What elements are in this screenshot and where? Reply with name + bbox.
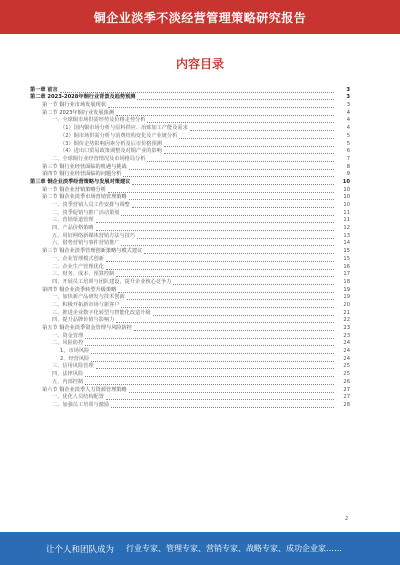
toc-entry-page: 4 [346, 117, 350, 124]
toc-entry-page: 19 [343, 286, 350, 293]
toc-entry-page: 10 [343, 202, 350, 208]
toc-entry[interactable] [30, 194, 350, 202]
toc-entry-text: 四、开展员工培训与团队建设，提升企业核心竞争力 [52, 278, 172, 285]
toc-entry-page: 24 [343, 355, 350, 362]
toc-entry-page: 7 [346, 155, 350, 162]
toc-entry[interactable] [30, 332, 350, 340]
toc-entry-text: 第四节 铜企业淡季转型升级策略 [42, 286, 117, 293]
toc-entry-page: 26 [343, 378, 350, 385]
toc-leader-dots [85, 345, 334, 346]
toc-entry[interactable] [30, 240, 350, 248]
toc-entry-text: 二、加强员工培训与激励 [52, 401, 110, 408]
toc-entry-page: 10 [343, 194, 350, 201]
toc-leader-dots [144, 253, 334, 254]
toc-entry-text: （4）进出口贸易政策调整及对铜产业的影响 [60, 148, 162, 155]
toc-leader-dots [179, 138, 334, 139]
toc-entry-page: 19 [343, 294, 350, 301]
toc-leader-dots [129, 169, 334, 170]
toc-entry[interactable] [30, 363, 350, 371]
toc-entry-text: 第三节 铜行业经营面临的机遇与挑战 [42, 163, 127, 170]
toc-leader-dots [85, 338, 334, 339]
toc-entry-text: 二、全球铜行业经营情况及市场格局分析 [52, 155, 146, 162]
toc-heading: 内容目录 [175, 57, 224, 71]
report-title: 铜企业淡季不淡经营管理策略研究报告 [93, 10, 307, 25]
toc-entry-page: 6 [346, 148, 350, 155]
toc-entry[interactable] [30, 386, 350, 394]
toc-entry-page: 20 [343, 301, 350, 308]
toc-leader-dots [153, 315, 334, 316]
toc-leader-dots [96, 230, 334, 231]
toc-entry-page: 12 [343, 225, 350, 232]
toc-entry-text: 一、企业管理模式创新 [52, 255, 104, 262]
toc-leader-dots [111, 407, 334, 408]
toc-entry-text: 四、产品价格策略 [52, 225, 94, 232]
toc-leader-dots [108, 192, 334, 193]
toc-entry[interactable] [30, 301, 350, 309]
toc-entry-text: 第二节 铜企业淡季市场营销管理策略 [42, 194, 127, 201]
toc-entry[interactable] [30, 101, 350, 109]
toc-entry[interactable] [30, 278, 350, 286]
toc-entry-text: 五、用好网络新媒体营销方法与技巧 [52, 232, 136, 239]
toc-entry[interactable] [30, 224, 350, 232]
toc-entry-text: 三、推进企业数字化转型与智能化改造升级 [52, 309, 151, 316]
toc-entry[interactable] [30, 178, 350, 186]
toc-leader-dots [190, 130, 334, 131]
toc-entry-text: 五、内部控制 [52, 378, 84, 385]
toc-entry-text: 六、借势营销与事件营销推广 [52, 240, 120, 247]
toc-entry-page: 24 [343, 348, 350, 355]
toc-entry[interactable] [30, 247, 350, 255]
toc-entry-page: 18 [343, 278, 350, 285]
toc-entry[interactable] [30, 317, 350, 325]
toc-entry-page: 3 [346, 86, 350, 93]
toc-entry[interactable] [30, 94, 350, 102]
toc-entry-page: 10 [343, 186, 350, 193]
toc-leader-dots [173, 284, 334, 285]
footer-slogan-right: 行业专家、管理专家、营销专家、战略专家、成功企业家…… [126, 544, 342, 553]
toc-entry-text: 二、淡季促销与推广活动策划 [52, 209, 120, 216]
toc-entry-page: 27 [343, 386, 350, 393]
toc-entry[interactable] [30, 186, 350, 194]
toc-entry-page: 14 [343, 240, 350, 247]
toc-entry-text: 三、财务、成本、预算控制 [52, 271, 115, 278]
toc-entry-text: 第四节 铜行业经营面临的问题分析 [42, 171, 122, 178]
toc-entry[interactable] [30, 117, 350, 125]
toc-entry[interactable] [30, 347, 350, 355]
toc-leader-dots [123, 176, 334, 177]
toc-leader-dots [106, 261, 334, 262]
toc-leader-dots [91, 361, 334, 362]
toc-entry-text: 三、营销渠道管理 [52, 217, 94, 224]
toc-entry[interactable] [30, 401, 350, 409]
toc-entry-text: （1）国内铜市场分析与原料供应、冶炼加工产能及需求 [60, 125, 188, 132]
toc-entry-text: 二、积极开拓新市场与新客户 [52, 301, 120, 308]
toc-leader-dots [137, 238, 334, 239]
toc-leader-dots [134, 330, 334, 331]
toc-leader-dots [85, 376, 334, 377]
toc-entry-text: 一、淡季营销人员工作安排与调整 [52, 202, 130, 208]
toc-leader-dots [164, 146, 334, 147]
toc-leader-dots [164, 153, 334, 154]
toc-entry[interactable] [30, 201, 350, 209]
toc-leader-dots [147, 161, 334, 162]
toc-entry-page: 23 [343, 325, 350, 331]
toc-entry-page: 3 [346, 94, 350, 101]
toc-leader-dots [132, 207, 334, 208]
toc-entry-page: 4 [346, 109, 350, 116]
toc-leader-dots [137, 99, 334, 100]
toc-entry[interactable] [30, 217, 350, 225]
toc-leader-dots [129, 199, 334, 200]
toc-entry-page: 5 [346, 132, 350, 139]
toc-leader-dots [121, 245, 334, 246]
footer-bar [0, 532, 400, 565]
toc-entry-page: 15 [343, 248, 350, 255]
toc-entry-text: 第一章 前言 [30, 86, 58, 93]
toc-entry[interactable] [30, 209, 350, 217]
toc-entry-page: 10 [342, 178, 350, 185]
toc-entry-page: 27 [343, 394, 350, 401]
toc-leader-dots [96, 368, 334, 369]
footer-slogan-left: 让个人和团队成为 [46, 544, 115, 555]
toc-entry-page: 15 [343, 255, 350, 262]
toc-entry-text: 第一节 铜行业市场发展现状 [42, 102, 106, 109]
toc-entry[interactable] [30, 255, 350, 263]
toc-entry-text: 一、资金管理 [52, 332, 84, 339]
toc-entry-page: 23 [343, 332, 350, 339]
toc-entry-text: 第五节 铜企业淡季资金管理与风险防控 [42, 325, 132, 331]
toc-entry-page: 21 [343, 309, 350, 316]
toc-entry-page: 3 [346, 102, 350, 109]
toc-entry-text: 一、加快新产品研发与技术创新 [52, 294, 125, 301]
toc-entry-page: 11 [343, 217, 350, 224]
toc-entry-text: 第六节 铜企业淡季人力资源管理策略 [42, 386, 127, 393]
toc-entry-page: 17 [343, 271, 350, 278]
toc-leader-dots [116, 276, 334, 277]
toc-entry-text: 二、风险防控 [52, 340, 84, 347]
toc-entry-text: 第二节 2023年铜行业发展预测 [42, 109, 114, 116]
toc-leader-dots [116, 115, 334, 116]
toc-leader-dots [60, 92, 334, 93]
toc-entry-page: 25 [343, 371, 350, 378]
toc-entry[interactable] [30, 286, 350, 294]
toc-entry-text: 二、企业生产管理优化 [52, 263, 104, 270]
toc-entry-page: 11 [343, 209, 350, 216]
toc-entry[interactable] [30, 155, 350, 163]
toc-entry[interactable] [30, 378, 350, 386]
toc-entry-page: 16 [343, 263, 350, 270]
toc-entry[interactable] [30, 109, 350, 117]
toc-entry[interactable] [30, 309, 350, 317]
toc-leader-dots [116, 322, 334, 323]
toc-entry-text: 第三节 铜企业淡季管理创新策略与模式建议 [42, 248, 143, 255]
toc-entry-text: 四、提升品牌价值与影响力 [52, 317, 115, 324]
toc-entry-page: 22 [343, 317, 350, 324]
toc-entry[interactable] [30, 232, 350, 240]
toc-leader-dots [96, 222, 334, 223]
toc-entry[interactable] [30, 263, 350, 271]
toc-entry-text: 1、市场风险 [60, 348, 90, 355]
toc-entry-text: 一、全球铜市场供需形势及价格走势分析 [52, 117, 146, 124]
toc-entry-page: 9 [346, 171, 350, 178]
toc-entry-text: 第二章 2023-2028年铜行业背景及趋势预测 [30, 94, 136, 101]
toc-entry-text: 三、信用风险管理 [52, 363, 94, 370]
toc-entry[interactable] [30, 340, 350, 348]
toc-entry-page: 8 [346, 163, 350, 170]
toc-entry-text: 四、法律风险 [52, 371, 84, 378]
toc-entry[interactable] [30, 148, 350, 156]
toc-entry-page: 24 [343, 340, 350, 347]
toc-leader-dots [132, 184, 334, 185]
toc-leader-dots [127, 299, 334, 300]
toc-entry[interactable] [30, 132, 350, 140]
toc-entry-page: 5 [346, 140, 350, 147]
toc-leader-dots [129, 392, 334, 393]
page-number: 2 [345, 516, 349, 522]
toc-entry-text: （3）铜价走势影响因素分析及后市价格预测 [60, 140, 162, 147]
toc-entry-page: 13 [343, 232, 350, 239]
toc-entry-page: 4 [346, 125, 350, 132]
toc-entry-text: （2）铜市场供需分析与消费结构变化及产业链分析 [60, 132, 178, 139]
toc-entry[interactable] [30, 324, 350, 332]
toc-entry-page: 25 [343, 363, 350, 370]
toc-leader-dots [147, 122, 334, 123]
toc-leader-dots [121, 307, 334, 308]
toc-leader-dots [108, 107, 334, 108]
toc-entry[interactable] [30, 171, 350, 179]
toc-entry[interactable] [30, 124, 350, 132]
toc-leader-dots [118, 292, 334, 293]
report-header-bar [0, 0, 400, 34]
toc-entry-text: 第三章 铜企业淡季经营策略与发展对策建议 [30, 178, 131, 185]
toc-entry[interactable] [30, 163, 350, 171]
toc-entry[interactable] [30, 86, 350, 94]
toc-entry-text: 2、经营风险 [60, 355, 90, 362]
toc-entry[interactable] [30, 271, 350, 279]
toc-entry-page: 28 [343, 401, 350, 408]
toc-entry[interactable] [30, 370, 350, 378]
toc-leader-dots [91, 353, 334, 354]
toc-entry[interactable] [30, 394, 350, 402]
toc-leader-dots [106, 269, 334, 270]
toc-leader-dots [121, 215, 334, 216]
toc-entry[interactable] [30, 355, 350, 363]
toc-entry[interactable] [30, 140, 350, 148]
toc-entry[interactable] [30, 294, 350, 302]
table-of-contents [30, 86, 350, 409]
toc-leader-dots [106, 399, 334, 400]
toc-leader-dots [85, 384, 334, 385]
toc-entry-text: 一、优化人员结构配置 [52, 394, 104, 401]
toc-entry-text: 第一节 铜企业营销策略分析 [42, 186, 106, 193]
